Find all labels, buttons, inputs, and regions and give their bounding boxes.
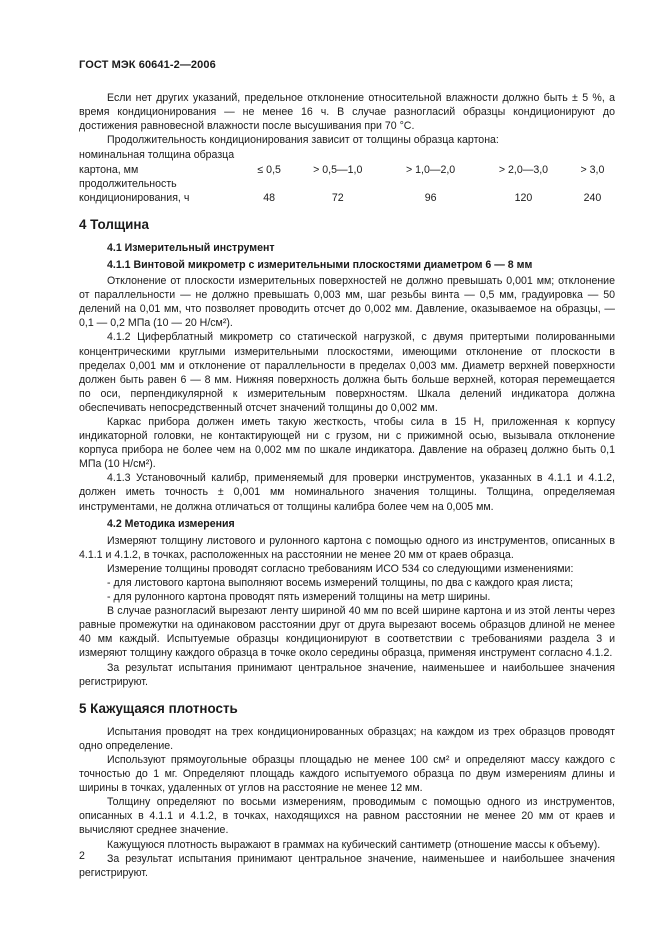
section-4-2-title: 4.2 Методика измерения: [107, 517, 235, 530]
table-cell: 240: [583, 191, 602, 204]
document-header: ГОСТ МЭК 60641-2—2006: [79, 59, 216, 71]
paragraph-4-2-5: В случае разногласий вырезают ленту шириной 40 мм по всей ширине картона и из этой ленты через равные промежутки на одинаковом расстоянии друг от друга вырезают восемь образцов длиной не менее 40 мм каждый. Испытуемые образцы кондиционируют в соответствии с требованиями раздела 3 и измеряют толщину каждого образца в точке около середины образца, применяя инструмент согласно 4.1.2.: [79, 605, 615, 660]
paragraph-4-2-1: Измеряют толщину листового и рулонного картона с помощью одного из инструментов, описанных в 4.1.1 и 4.1.2, в точках, расположенных на расстоянии не менее 20 мм от краев образца.: [79, 534, 615, 561]
list-item: - для рулонного картона проводят пять измерений толщины на метр ширины.: [107, 591, 491, 604]
paragraph-5-2: Используют прямоугольные образцы площадью не менее 100 см² и определяют массу каждого с точностью до 1 мг. Определяют площадь каждого испытуемого образца по двум измерениям длины и ширины в точках, удаленных от углов на расстояние не менее 12 мм.: [79, 753, 615, 795]
paragraph-5-3: Толщину определяют по восьми измерениям, проводимым с помощью одного из инструментов, описанных в 4.1.1 и 4.1.2, в точках, находящихся на равном расстоянии не менее 20 мм от краев и вычисляют среднее значение.: [79, 796, 615, 837]
paragraph-5-1: Испытания проводят на трех кондиционированных образцах; на каждом из трех образцов проводят одно определение.: [79, 725, 615, 752]
table-row: [79, 177, 615, 205]
paragraph-4-1-1: Отклонение от плоскости измерительных поверхностей не должно превышать 0,001 мм; отклонение от параллельности — не должно превышать 0,003 мм, шаг резьбы винта — 0,5 мм, градуировка — 50 делений на 0,01 мм, что позволяет проводить отсчет до 0,002 мм. Давление, оказываемое на образцы, — 0,1 — 0,2 МПа (10 — 20 Н/см²).: [79, 275, 615, 330]
section-4-1-title: 4.1 Измерительный инструмент: [107, 241, 275, 254]
paragraph-5-4: Кажущуюся плотность выражают в граммах на кубический сантиметр (отношение массы к объему).: [107, 838, 601, 851]
table-cell: 72: [331, 191, 344, 204]
section-4-title: 4 Толщина: [79, 216, 149, 232]
table-cell: 96: [424, 191, 437, 204]
list-item: - для листового картона выполняют восемь измерений толщины, по два с каждого края листа;: [107, 577, 574, 589]
paragraph-4-1-2-frame: Каркас прибора должен иметь такую жесткость, чтобы сила в 15 Н, приложенная к корпусу индикаторной головки, не контактирующей ни с грузом, ни с прижимной осью, вызывала отклонение корпуса прибора не более чем на 0,002 мм по шкале индикатора. Давление на образец должно быть 0,1 МПа (10 Н/см²).: [79, 415, 615, 471]
conditioning-intro: Продолжительность кондиционирования зависит от толщины образца картона:: [107, 134, 499, 147]
section-5-title: 5 Кажущаяся плотность: [79, 700, 238, 716]
section-4-1-1-title: 4.1.1 Винтовой микрометр с измерительными плоскостями диаметром 6 — 8 мм: [107, 258, 533, 271]
table-cell: > 2,0—3,0: [498, 163, 549, 176]
table-row-label: номинальная толщина образца картона, мм: [79, 149, 235, 176]
humidity-paragraph: Если нет других указаний, предельное отклонение относительной влажности должно быть ± 5 %, а время кондиционирования — не менее 16 ч. В случае разногласий образцы кондиционируют до достижения равновесной влажности после высушивания при 70 °С.: [79, 92, 615, 133]
table-row-label: продолжительность кондиционирования, ч: [79, 177, 190, 204]
table-cell: > 0,5—1,0: [313, 163, 363, 176]
conditioning-table: [79, 148, 615, 204]
table-cell: ≤ 0,5: [257, 163, 281, 176]
document-page: [79, 58, 615, 880]
table-cell: > 1,0—2,0: [406, 163, 456, 176]
table-cell: > 3,0: [580, 163, 605, 176]
table-row: [79, 148, 615, 176]
paragraph-4-2-6: За результат испытания принимают центральное значение, наименьшее и наибольшее значения регистрируют.: [79, 661, 615, 688]
paragraph-5-5: За результат испытания принимают центральное значение, наименьшее и наибольшее значения регистрируют.: [79, 852, 615, 879]
page-number: 2: [79, 850, 85, 862]
paragraph-4-1-3: 4.1.3 Установочный калибр, применяемый для проверки инструментов, указанных в 4.1.1 и 4.1.2, должен иметь точность ± 0,001 мм номинального значения толщины. Толщина, определяемая инструментами, не должна отличаться от толщины калибра более чем на 0,005 мм.: [79, 472, 615, 513]
paragraph-4-2-2: Измерение толщины проводят согласно требованиям ИСО 534 со следующими изменениями:: [107, 562, 574, 575]
paragraph-4-1-2: 4.1.2 Циферблатный микрометр со статической нагрузкой, с двумя притертыми полированными концентрическими круглыми измерительными плоскостями, имеющими отклонение от плоскости в пределах 0,001 мм и отклонение от параллельности в пределах 0,003 мм. Диаметр верхней поверхности должен быть равен 6 — 8 мм. Нижняя поверхность должна быть больше верхней, которая перемещается по оси, перпендикулярной к измерительным поверхностям. Шкала делений индикатора должна обеспечивать непосредственный отсчет значений толщины до 0,002 мм.: [79, 331, 615, 414]
table-cell: 120: [514, 191, 533, 204]
table-cell: 48: [263, 191, 276, 204]
